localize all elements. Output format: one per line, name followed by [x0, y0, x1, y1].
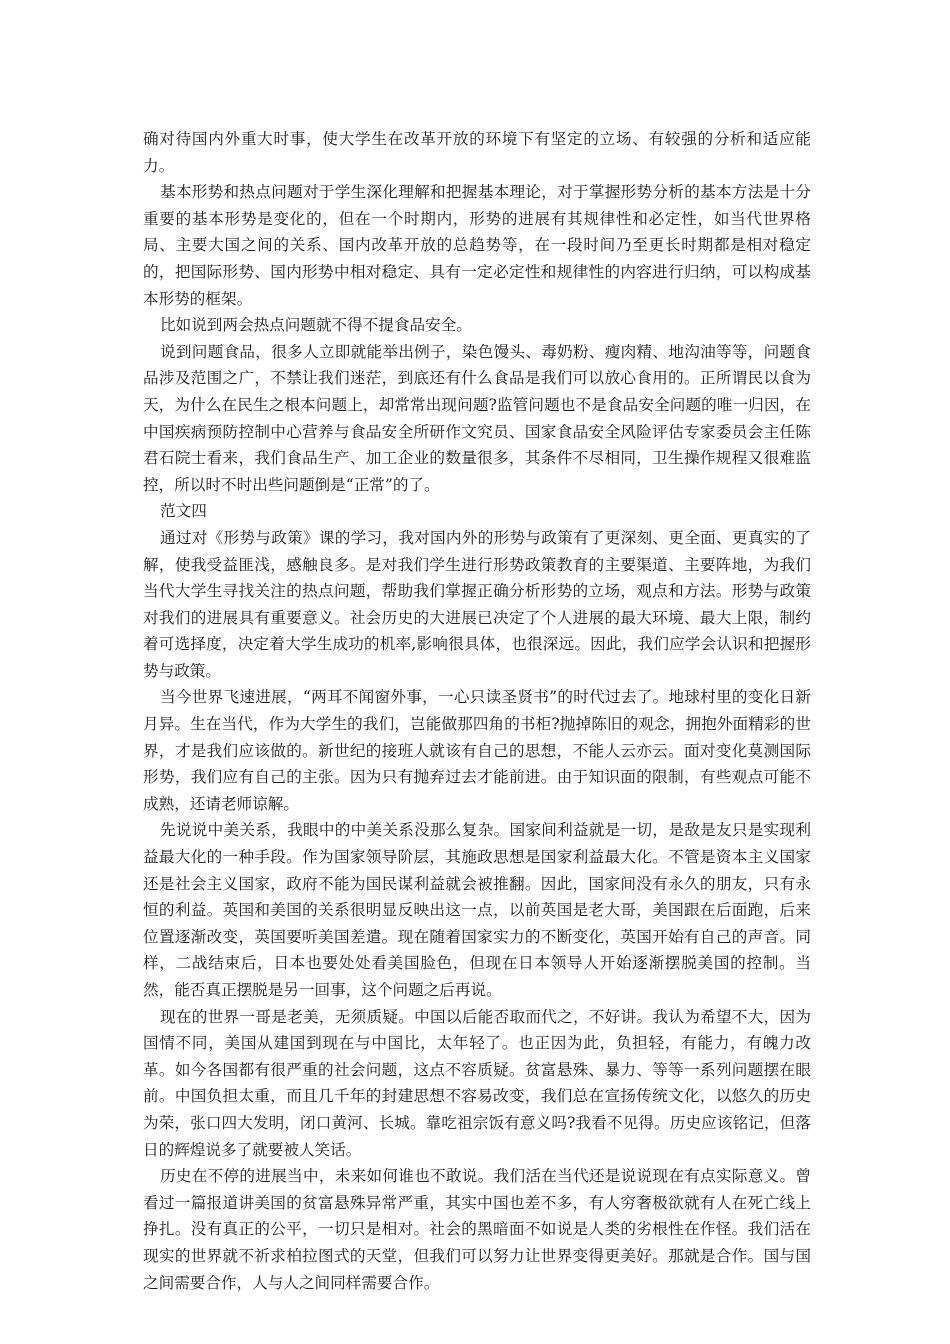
section-heading: 范文四	[160, 502, 207, 521]
document-body	[143, 126, 811, 1296]
paragraph: 说到问题食品，很多人立即就能举出例子，染色馒头、毒奶粉、瘦肉精、地沟油等等，问题食品涉及范围之广，不禁让我们迷茫，到底还有什么食品是我们可以放心食用的。正所谓民以食为天，为什么在民生之根本问题上，却常常出现问题?监管问题也不是食品安全问题的唯一归因，在中国疾病预防控制中心营养与食品安全所研作文究员、国家食品安全风险评估专家委员会主任陈君石院士看来，我们食品生产、加工企业的数量很多，其条件不尽相同，卫生操作规程又很难监控，所以时不时出些问题倒是“正常”的了。	[143, 342, 811, 494]
paragraph: 比如说到两会热点问题就不得不提食品安全。	[160, 316, 472, 335]
paragraph: 历史在不停的进展当中，未来如何谁也不敢说。我们活在当代还是说说现在有点实际意义。曾看过一篇报道讲美国的贫富悬殊异常严重，其实中国也差不多，有人穷奢极欲就有人在死亡线上挣扎。没有真正的公平，一切只是相对。社会的黑暗面不如说是人类的劣根性在作怪。我们活在现实的世界就不祈求柏拉图式的天堂，但我们可以努力让世界变得更美好。那就是合作。国与国之间需要合作，人与人之间同样需要合作。	[143, 1167, 811, 1292]
paragraph: 确对待国内外重大时事，使大学生在改革开放的环境下有坚定的立场、有较强的分析和适应能力。	[143, 130, 811, 175]
paragraph: 通过对《形势与政策》课的学习，我对国内外的形势与政策有了更深刻、更全面、更真实的了解，使我受益匪浅，感触良多。是对我们学生进行形势政策教育的主要渠道、主要阵地，为我们当代大学生寻找关注的热点问题，帮助我们掌握正确分析形势的立场，观点和方法。形势与政策对我们的进展具有重要意义。社会历史的大进展已决定了个人进展的最大环境、最大上限，制约着可选择度，决定着大学生成功的机率,影响很具体，也很深远。因此，我们应学会认识和把握形势与政策。	[143, 528, 811, 680]
paragraph: 当今世界飞速进展，“两耳不闻窗外事，一心只读圣贤书”的时代过去了。地球村里的变化日新月异。生在当代，作为大学生的我们，岂能做那四角的书柜?抛掉陈旧的观念，拥抱外面精彩的世界，才是我们应该做的。新世纪的接班人就该有自己的思想，不能人云亦云。面对变化莫测国际形势，我们应有自己的主张。因为只有抛弃过去才能前进。由于知识面的限制，有些观点可能不成熟，还请老师谅解。	[143, 688, 811, 813]
paragraph: 先说说中美关系，我眼中的中美关系没那么复杂。国家间利益就是一切，是敌是友只是实现利益最大化的一种手段。作为国家领导阶层，其施政思想是国家利益最大化。不管是资本主义国家还是社会主义国家，政府不能为国民谋利益就会被推翻。因此，国家间没有永久的朋友，只有永恒的利益。英国和美国的关系很明显反映出这一点，以前英国是老大哥，美国跟在后面跑，后来位置逐渐改变，英国要听美国差遣。现在随着国家实力的不断变化，英国开始有自己的声音。同样，二战结束后，日本也要处处看美国脸色，但现在日本领导人开始逐渐摆脱美国的控制。当然，能否真正摆脱是另一回事，这个问题之后再说。	[143, 821, 811, 999]
paragraph: 现在的世界一哥是老美，无须质疑。中国以后能否取而代之，不好讲。我认为希望不大，因为国情不同，美国从建国到现在与中国比，太年轻了。也正因为此，负担轻，有能力，有魄力改革。如今各国都有很严重的社会问题，这点不容质疑。贫富悬殊、暴力、等等一系列问题摆在眼前。中国负担太重，而且几千年的封建思想不容易改变，我们总在宣扬传统文化，以悠久的历史为荣，张口四大发明，闭口黄河、长城。靠吃祖宗饭有意义吗?我看不见得。历史应该铭记，但落日的辉煌说多了就要被人笑话。	[143, 1007, 811, 1159]
paragraph: 基本形势和热点问题对于学生深化理解和把握基本理论，对于掌握形势分析的基本方法是十分重要的基本形势是变化的，但在一个时期内，形势的进展有其规律性和必定性，如当代世界格局、主要大国之间的关系、国内改革开放的总趋势等，在一段时间乃至更长时期都是相对稳定的，把国际形势、国内形势中相对稳定、具有一定必定性和规律性的内容进行归纳，可以构成基本形势的框架。	[143, 183, 811, 308]
